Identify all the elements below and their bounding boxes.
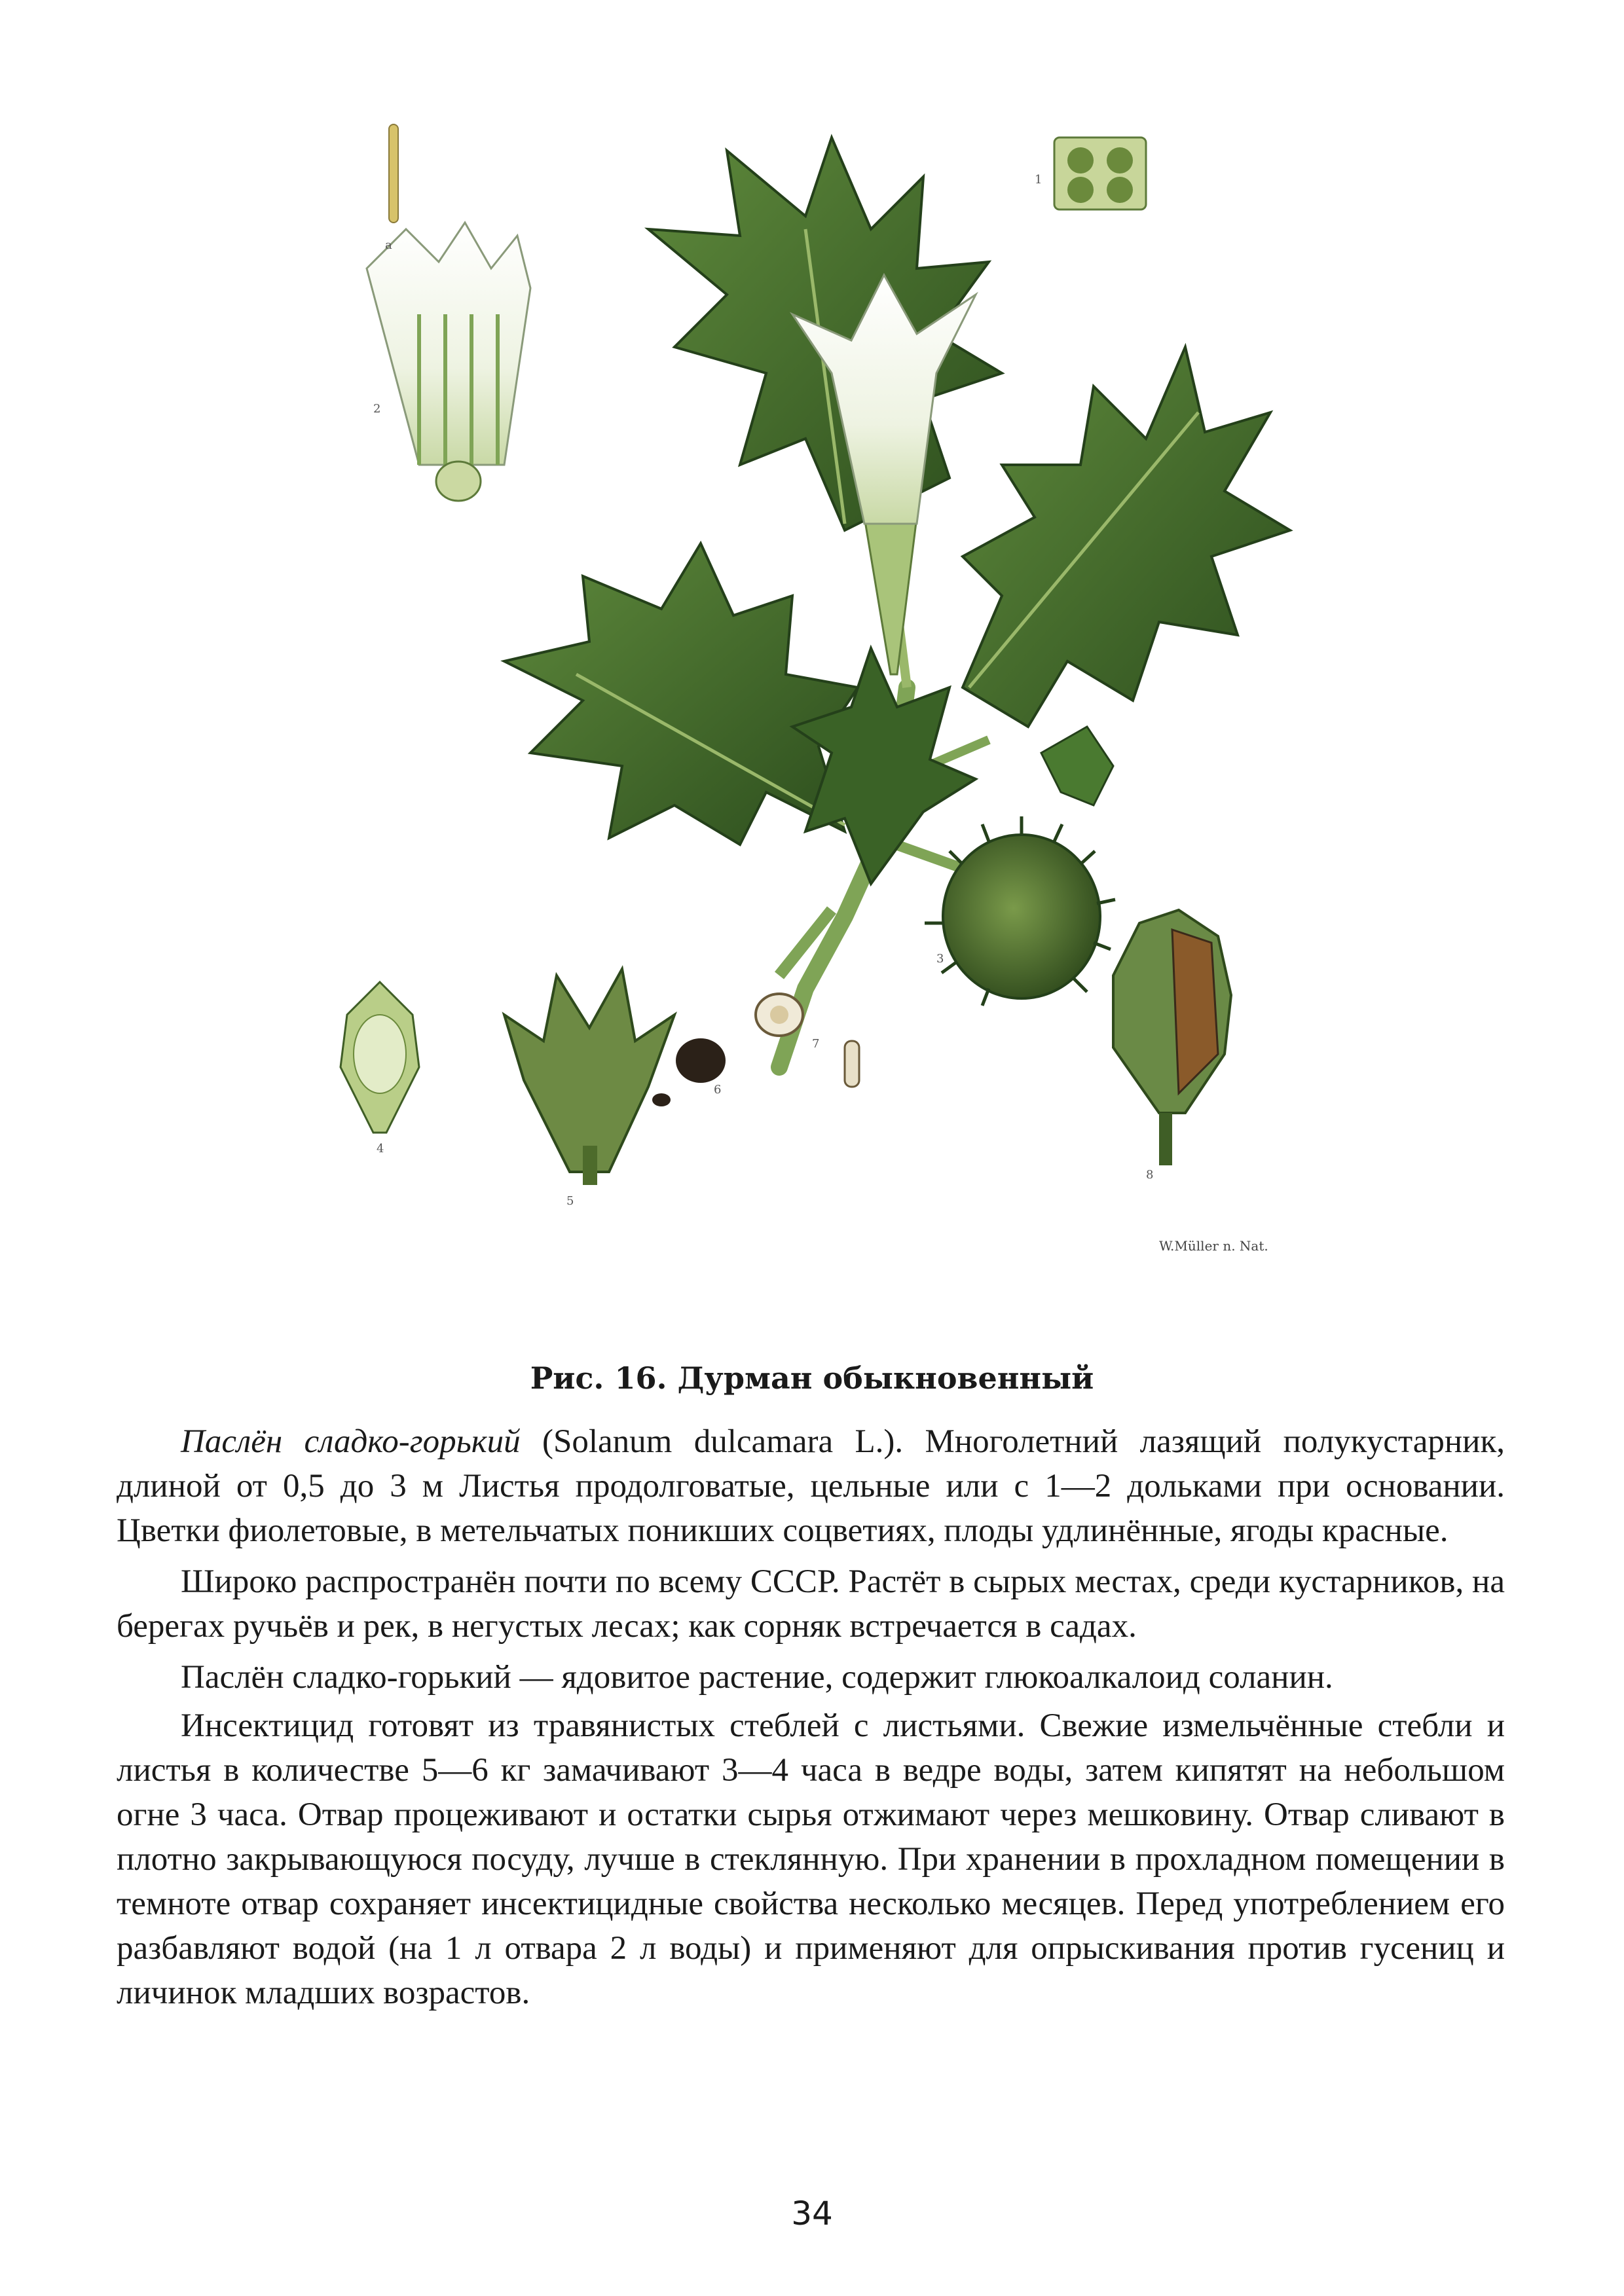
part-label: 5 (566, 1194, 574, 1208)
spiny-capsule (925, 816, 1115, 1006)
paragraph-4: Инсектицид готовят из травянистых стеблей с листьями. Свежие измельчённые стебли и листья в количестве 5—6 кг замачивают 3—4 часа в ведре воды, затем кипятят на небольшом огне 3 часа. Отвар процеживают и остатки сырья отжимают через мешковину. Отвар сливают в плотно закрывающуюся посуду, лучше в стеклянную. При хранении в прохладном помещении в темноте отвар сохраняет инсектицидные свойства несколько месяцев. Перед употреблением его разбавляют водой (на 1 л отвара 2 л воды) и применяют для опрыскивания против гусениц и личинок младших возрастов. (117, 1707, 1505, 2011)
part-label: a (385, 238, 392, 252)
part-label: 4 (377, 1142, 384, 1156)
leaf-small-right (1041, 727, 1113, 805)
ovary-cross-section (1054, 137, 1146, 210)
leaf-right (963, 347, 1290, 727)
part-label: 2 (373, 402, 381, 416)
leaf-left-lower (504, 543, 858, 845)
plant-name-italic: Паслён сладко-горький (181, 1423, 521, 1460)
part-label: 7 (812, 1037, 820, 1051)
paragraph-1 (117, 1419, 1505, 1553)
figure-caption: Рис. 16. Дурман обыкновенный (530, 1360, 1094, 1396)
open-capsule (504, 969, 674, 1185)
capsule-with-seeds (1113, 910, 1231, 1165)
paragraph-3: Паслён сладко-горький — ядовитое растение, содержит глюкоалкалоид соланин. (181, 1659, 1333, 1696)
capsule-longitudinal-section (341, 982, 419, 1133)
paragraph-2: Широко распространён почти по всему СССР. Растёт в сырых местах, среди кустарников, на берегах ручьёв и рек, в негустых лесах; как сорняк встречается в садах. (117, 1563, 1505, 1645)
body-text (117, 1419, 1505, 2022)
flower-cross-section (367, 223, 530, 501)
embryo-detail (845, 1041, 859, 1087)
part-label: 3 (936, 952, 944, 966)
paragraph-1-text: (Solanum dulcamara L.). Многолетний лазящий полукустарник, длиной от 0,5 до 3 м Листья продолговатые, цельные или с 1—2 дольками при основании. Цветки фиолетовые, в метельчатых поникших соцветиях, плоды удлинённые, ягоды красные. (117, 1423, 1505, 1549)
stamen-detail (389, 124, 398, 223)
part-label: 8 (1146, 1168, 1154, 1182)
seed-section (756, 994, 803, 1036)
part-label: 1 (1035, 173, 1043, 187)
artist-signature: W.Müller n. Nat. (1159, 1238, 1268, 1254)
botanical-illustration (308, 98, 1342, 1329)
part-label: 6 (714, 1083, 722, 1097)
page-number: 34 (791, 2195, 833, 2232)
